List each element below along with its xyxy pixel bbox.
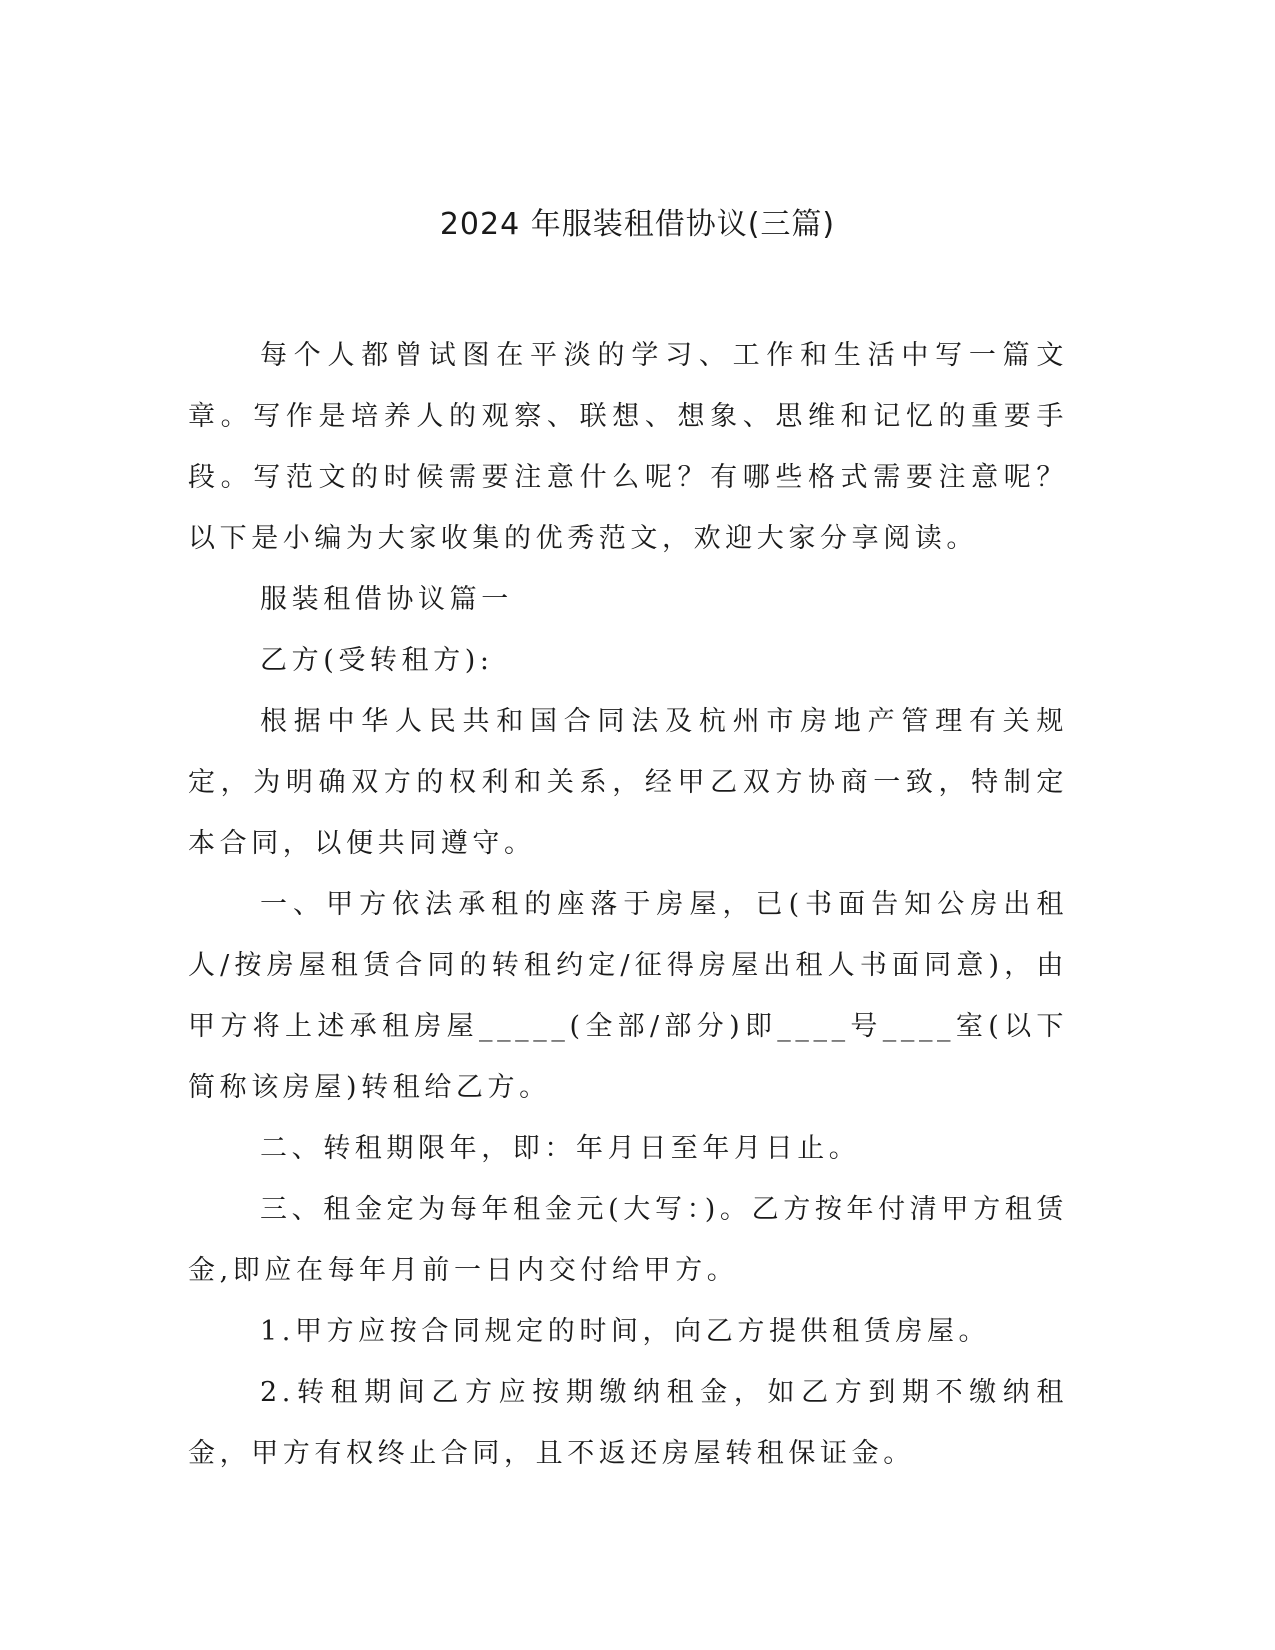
document-title: 2024 年服装租借协议(三篇)	[439, 207, 836, 242]
preamble-paragraph: 根据中华人民共和国合同法及杭州市房地产管理有关规定，为明确双方的权利和关系，经甲乙双方协商一致，特制定本合同，以便共同遵守。	[188, 706, 1068, 859]
clause-1-paragraph: 一、甲方依法承租的座落于房屋，已(书面告知公房出租人/按房屋租赁合同的转租约定/征得房屋出租人书面同意)，由甲方将上述承租房屋_____(全部/部分)即____号____室(以下简称该房屋)转租给乙方。	[188, 889, 1068, 1103]
party-b-line: 乙方(受转租方):	[260, 645, 494, 676]
intro-paragraph: 每个人都曾试图在平淡的学习、工作和生活中写一篇文章。写作是培养人的观察、联想、想象、思维和记忆的重要手段。写范文的时候需要注意什么呢？有哪些格式需要注意呢？以下是小编为大家收集的优秀范文，欢迎大家分享阅读。	[188, 340, 1068, 554]
document-body	[188, 325, 1068, 1484]
clause-2-paragraph: 二、转租期限年，即：年月日至年月日止。	[260, 1133, 861, 1164]
section-heading: 服装租借协议篇一	[260, 584, 513, 615]
item-1-paragraph: 1.甲方应按合同规定的时间，向乙方提供租赁房屋。	[260, 1316, 991, 1347]
item-2-paragraph: 2.转租期间乙方应按期缴纳租金，如乙方到期不缴纳租金，甲方有权终止合同，且不返还房屋转租保证金。	[188, 1377, 1068, 1469]
clause-3-paragraph: 三、租金定为每年租金元(大写：)。乙方按年付清甲方租赁金,即应在每年月前一日内交付给甲方。	[188, 1194, 1068, 1286]
